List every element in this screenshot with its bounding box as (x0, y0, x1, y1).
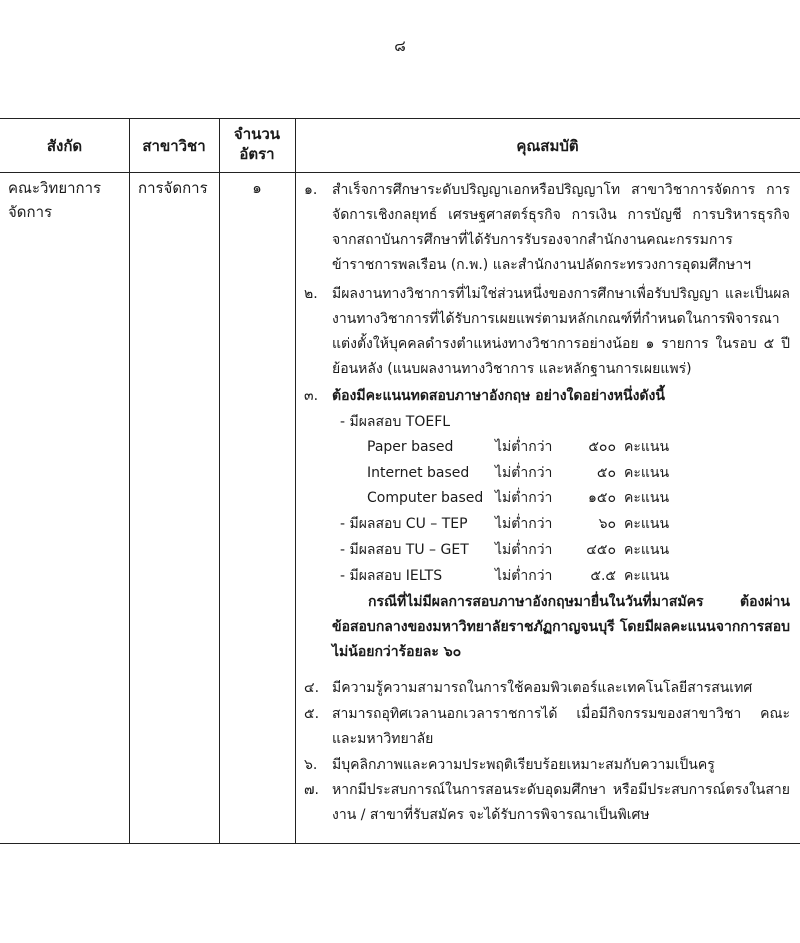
col-divider-1 (129, 118, 130, 844)
score-test: Computer based (367, 490, 484, 506)
score-unit: คะแนน (624, 542, 670, 558)
qualification-num: ๓. (304, 388, 319, 404)
positions-cell: ๑ (252, 179, 262, 197)
major-cell: การจัดการ (138, 179, 208, 197)
qualification-num: ๔. (304, 680, 320, 696)
qualification-text: มีผลงานทางวิชาการที่ไม่ใช่ส่วนหนึ่งของการศึกษาเพื่อรับปริญญา และเป็นผลงานทางวิชาการที่ได้รับการเผยแพร่ตามหลักเกณฑ์ที่กำหนดในการพิจารณาแต่งตั้งให้บุคคลดำรงตำแหน่งทางวิชาการอย่างน้อย ๑ รายการ ในรอบ ๕ ปีย้อนหลัง (แนบผลงานทางวิชาการ และหลักฐานการเผยแพร่) (332, 286, 790, 377)
qualification-text: สามารถอุทิศเวลานอกเวลาราชการได้ เมื่อมีกิจกรรมของสาขาวิชา คณะ และมหาวิทยาลัย (332, 706, 790, 747)
score-test: - มีผลสอบ CU – TEP (340, 516, 468, 532)
header-positions-line2: อัตรา (239, 145, 275, 163)
qualification-item-4 (304, 676, 790, 701)
english-test-note: กรณีที่ไม่มีผลการสอบภาษาอังกฤษมายื่นในวันที่มาสมัคร ต้องผ่านข้อสอบกลางของมหาวิทยาลัยราชภัฏกาญจนบุรี โดยมีผลคะแนนจากการสอบไม่น้อยกว่าร้อยละ ๖๐ (332, 594, 790, 660)
qualification-text: ต้องมีคะแนนทดสอบภาษาอังกฤษ อย่างใดอย่างหนึ่งดังนี้ (332, 388, 665, 404)
table-bottom-border (0, 843, 800, 844)
score-unit: คะแนน (624, 439, 670, 455)
score-cond: ไม่ต่ำกว่า (495, 516, 553, 532)
score-unit: คะแนน (624, 490, 670, 506)
score-value: ๕๐ (596, 465, 616, 481)
qualification-item-2 (304, 282, 790, 382)
score-cond: ไม่ต่ำกว่า (495, 568, 553, 584)
score-cond: ไม่ต่ำกว่า (495, 465, 553, 481)
score-unit: คะแนน (624, 568, 670, 584)
qualification-num: ๑. (304, 182, 318, 198)
col-divider-3 (295, 118, 296, 844)
qualification-text: หากมีประสบการณ์ในการสอนระดับอุดมศึกษา หรือมีประสบการณ์ตรงในสายงาน / สาขาที่รับสมัคร จะได้รับการพิจารณาเป็นพิเศษ (332, 782, 790, 823)
score-cond: ไม่ต่ำกว่า (495, 439, 553, 455)
affiliation-line1: คณะวิทยาการ (8, 179, 102, 197)
score-test: Paper based (367, 439, 454, 455)
qualification-num: ๗. (304, 782, 319, 798)
score-unit: คะแนน (624, 465, 670, 481)
toefl-heading: - มีผลสอบ TOEFL (340, 414, 451, 430)
affiliation-cell (8, 176, 126, 224)
header-positions (219, 124, 295, 164)
score-test: - มีผลสอบ TU – GET (340, 542, 469, 558)
score-value: ๑๕๐ (587, 490, 616, 506)
score-value: ๕.๕ (590, 568, 616, 584)
header-affiliation: สังกัด (46, 137, 83, 155)
qualification-num: ๕. (304, 706, 320, 722)
score-cond: ไม่ต่ำกว่า (495, 542, 553, 558)
page-number: ๘ (394, 37, 406, 55)
header-qualifications: คุณสมบัติ (516, 137, 579, 155)
qualification-item-5 (304, 702, 790, 752)
header-bottom-border (0, 172, 800, 173)
score-test: Internet based (367, 465, 470, 481)
header-positions-line1: จำนวน (233, 125, 281, 143)
score-value: ๕๐๐ (588, 439, 616, 455)
qualification-text: มีบุคลิกภาพและความประพฤติเรียบร้อยเหมาะสมกับความเป็นครู (332, 757, 715, 773)
qualification-text: สำเร็จการศึกษาระดับปริญญาเอกหรือปริญญาโท สาขาวิชาการจัดการ การจัดการเชิงกลยุทธ์ เศรษฐศาสตร์ธุรกิจ การเงิน การบัญชี การบริหารธุรกิจ จากสถาบันการศึกษาที่ได้รับการรับรองจากสำนักงานคณะกรรมการข้าราชการพลเรือน (ก.พ.) และสำนักงานปลัดกระทรวงการอุดมศึกษาฯ (332, 182, 790, 273)
header-major: สาขาวิชา (142, 137, 206, 155)
qualification-item-3 (304, 384, 790, 409)
table-top-border (0, 118, 800, 119)
qualification-item-1 (304, 178, 790, 278)
score-value: ๖๐ (598, 516, 616, 532)
qualification-item-7 (304, 778, 790, 828)
score-value: ๔๕๐ (586, 542, 616, 558)
score-unit: คะแนน (624, 516, 670, 532)
col-divider-2 (219, 118, 220, 844)
qualification-item-6 (304, 753, 790, 778)
qualification-num: ๖. (304, 757, 318, 773)
score-test: - มีผลสอบ IELTS (340, 568, 443, 584)
score-cond: ไม่ต่ำกว่า (495, 490, 553, 506)
affiliation-line2: จัดการ (8, 203, 53, 221)
qualification-text: มีความรู้ความสามารถในการใช้คอมพิวเตอร์และเทคโนโลยีสารสนเทศ (332, 680, 753, 696)
qualification-num: ๒. (304, 286, 318, 302)
